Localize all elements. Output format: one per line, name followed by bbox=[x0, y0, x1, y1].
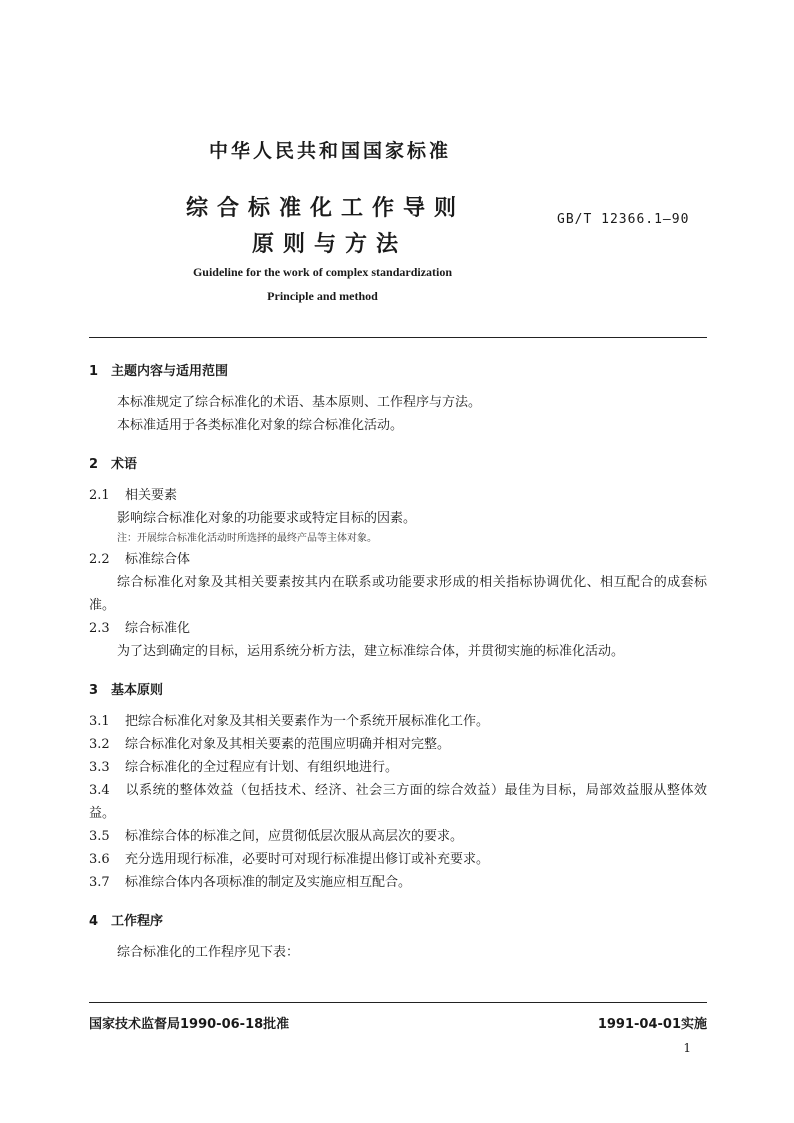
section-title: 工作程序 bbox=[111, 914, 164, 929]
term-heading-2-3 bbox=[89, 617, 707, 640]
paragraph: 本标准规定了综合标准化的术语、基本原则、工作程序与方法。 bbox=[117, 395, 482, 410]
document-body bbox=[89, 360, 707, 964]
item-text: 充分选用现行标准，必要时可对现行标准提出修订或补充要求。 bbox=[125, 852, 490, 867]
paragraph: 综合标准化的工作程序见下表： bbox=[117, 945, 300, 960]
term-name: 标准综合体 bbox=[125, 552, 191, 567]
term-number: 2.2 bbox=[89, 552, 110, 567]
section-title: 主题内容与适用范围 bbox=[111, 364, 229, 379]
standard-code: GB/T 12366.1—90 bbox=[557, 212, 690, 227]
principle-item bbox=[89, 825, 707, 848]
item-number: 3.5 bbox=[89, 829, 110, 844]
section-heading-3 bbox=[89, 679, 707, 702]
item-number: 3.7 bbox=[89, 875, 110, 890]
term-name: 相关要素 bbox=[125, 488, 178, 503]
term-definition: 综合标准化对象及其相关要素按其内在联系或功能要求形成的相关指标协调优化、相互配合的成套标准。 bbox=[89, 575, 707, 613]
section-title: 术语 bbox=[111, 457, 138, 472]
principle-item bbox=[89, 871, 707, 894]
principle-item bbox=[89, 756, 707, 779]
item-text: 把综合标准化对象及其相关要素作为一个系统开展标准化工作。 bbox=[125, 714, 490, 729]
section-heading-4 bbox=[89, 910, 707, 933]
section-heading-1 bbox=[89, 360, 707, 383]
term-definition: 影响综合标准化对象的功能要求或特定目标的因素。 bbox=[117, 511, 417, 526]
term-name: 综合标准化 bbox=[125, 621, 191, 636]
term-definition: 为了达到确定的目标，运用系统分析方法，建立标准综合体，并贯彻实施的标准化活动。 bbox=[117, 644, 625, 659]
item-number: 3.1 bbox=[89, 714, 110, 729]
principle-item bbox=[89, 779, 707, 825]
section-number: 3 bbox=[89, 683, 99, 698]
item-text: 综合标准化的全过程应有计划、有组织地进行。 bbox=[125, 760, 399, 775]
implementation-date: 1991-04-01实施 bbox=[597, 1017, 707, 1032]
item-text: 标准综合体的标准之间，应贯彻低层次服从高层次的要求。 bbox=[125, 829, 464, 844]
item-number: 3.2 bbox=[89, 737, 110, 752]
section-number: 2 bbox=[89, 457, 99, 472]
principle-item bbox=[89, 710, 707, 733]
item-number: 3.6 bbox=[89, 852, 110, 867]
item-number: 3.3 bbox=[89, 760, 110, 775]
document-title-line1: 综合标准化工作导则 bbox=[186, 196, 466, 221]
header-divider bbox=[89, 337, 707, 338]
principle-item bbox=[89, 733, 707, 756]
national-standard-heading: 中华人民共和国国家标准 bbox=[208, 140, 451, 162]
term-number: 2.1 bbox=[89, 488, 110, 503]
section-title: 基本原则 bbox=[111, 683, 164, 698]
section-number: 4 bbox=[89, 914, 99, 929]
term-note: 注：开展综合标准化活动时所选择的最终产品等主体对象。 bbox=[117, 533, 377, 544]
section-heading-2 bbox=[89, 453, 707, 476]
english-title-line2: Principle and method bbox=[267, 289, 378, 303]
term-number: 2.3 bbox=[89, 621, 110, 636]
item-text: 综合标准化对象及其相关要素的范围应明确并相对完整。 bbox=[125, 737, 451, 752]
item-text: 以系统的整体效益（包括技术、经济、社会三方面的综合效益）最佳为目标，局部效益服从整体效益。 bbox=[89, 783, 707, 821]
term-heading-2-1 bbox=[89, 484, 707, 507]
section-number: 1 bbox=[89, 364, 99, 379]
item-number: 3.4 bbox=[89, 783, 110, 798]
page-number: 1 bbox=[683, 1041, 691, 1055]
principle-item bbox=[89, 848, 707, 871]
item-text: 标准综合体内各项标准的制定及实施应相互配合。 bbox=[125, 875, 412, 890]
document-title-line2: 原则与方法 bbox=[252, 232, 408, 257]
term-heading-2-2 bbox=[89, 548, 707, 571]
approval-line: 国家技术监督局1990-06-18批准 bbox=[89, 1017, 290, 1032]
paragraph: 本标准适用于各类标准化对象的综合标准化活动。 bbox=[117, 418, 404, 433]
footer-divider bbox=[89, 1002, 707, 1003]
english-title-line1: Guideline for the work of complex standardization bbox=[192, 265, 453, 279]
